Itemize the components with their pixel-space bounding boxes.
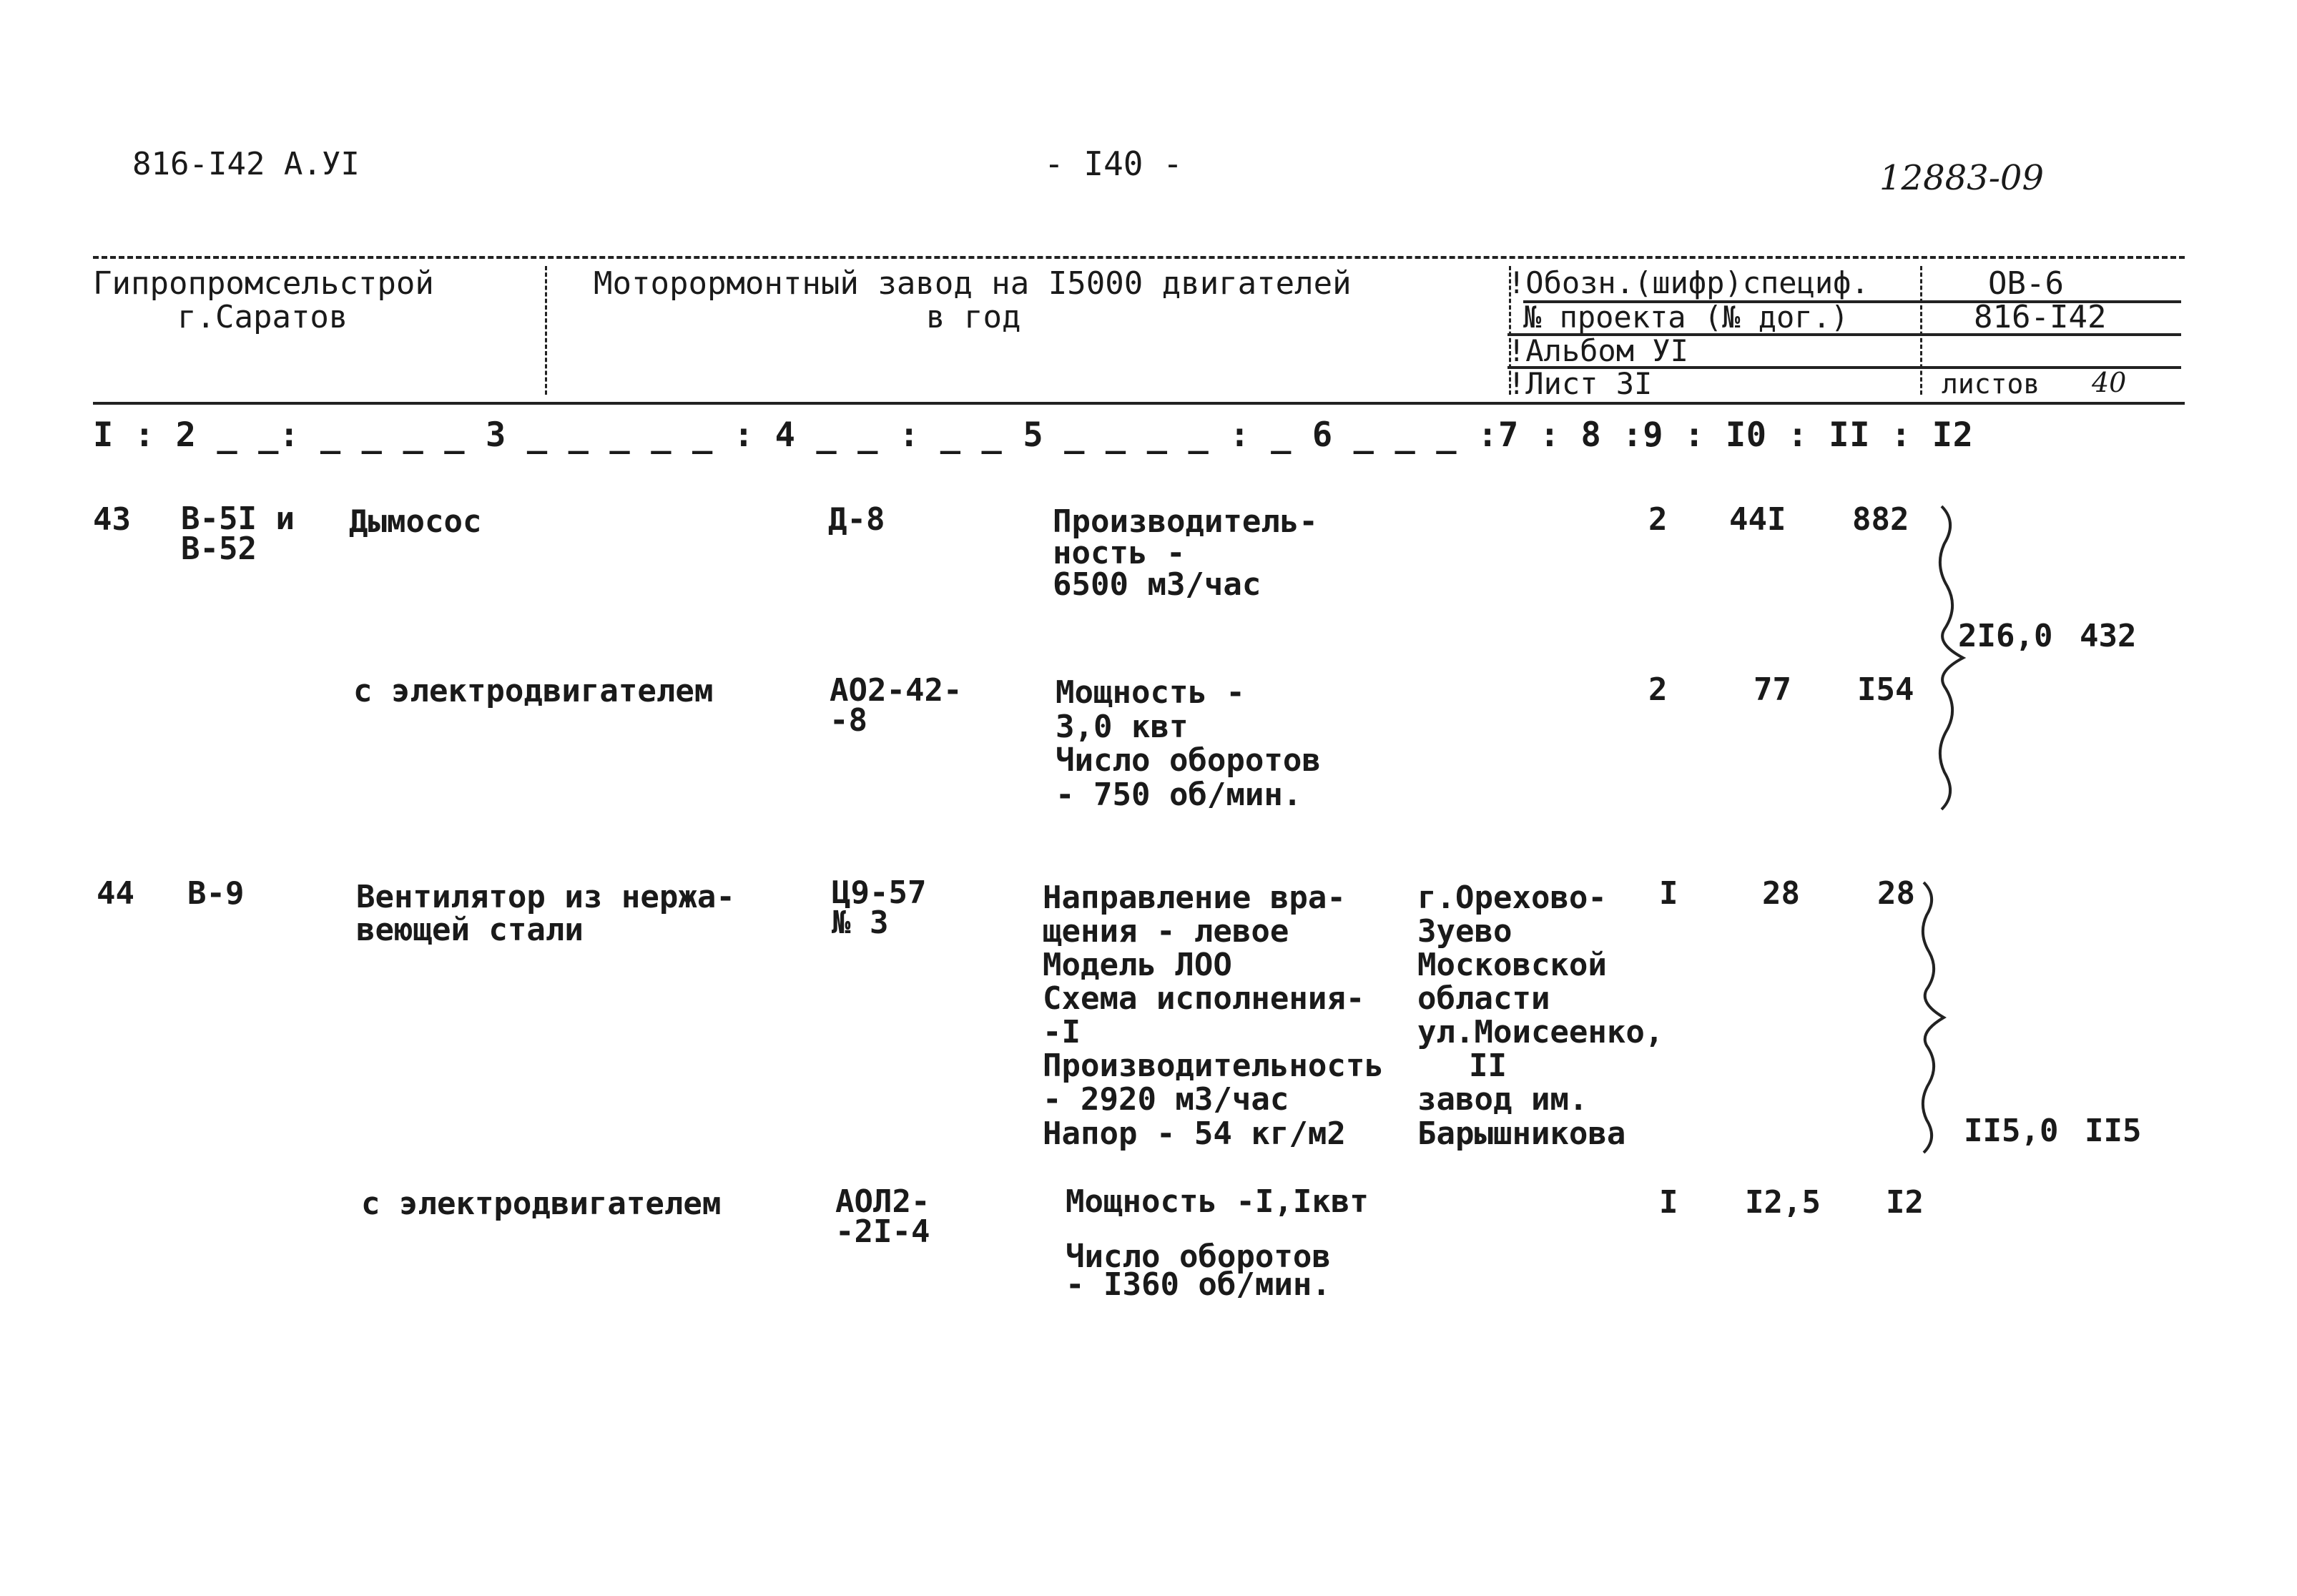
- project-subject-line-2: в год: [926, 299, 1021, 335]
- equipment-spec: Направление вра- щения - левое Модель ЛОО Схема исполнения- -I Производительность - 2920 м3/час Напор - 54 кг/м2: [1043, 880, 1384, 1152]
- equipment-spec: Производитель- ность - 6500 м3/час: [1053, 503, 1318, 603]
- sheets-label: листов: [1942, 368, 2040, 400]
- organization-city: г.Саратов: [177, 299, 348, 335]
- title-block-divider-1: [545, 266, 547, 395]
- equipment-name: с электродвигателем: [353, 673, 714, 709]
- row-number: 43: [93, 501, 131, 538]
- label-project-number: № проекта (№ дог.): [1523, 300, 1849, 335]
- quantity: I: [1659, 1184, 1678, 1221]
- group-brace: [1934, 501, 1970, 815]
- equipment-model: АО2-42- -8: [830, 672, 963, 739]
- row-number: 44: [97, 875, 134, 912]
- group-sum: II5: [2085, 1113, 2142, 1149]
- project-subject: Моторормонтный завод на I5000 двигателей: [594, 265, 1352, 302]
- equipment-model: Ц9-57 № 3: [832, 875, 927, 941]
- position-code: В-9: [187, 875, 245, 912]
- total-weight: 882: [1852, 501, 1909, 538]
- label-sheet: !Лист 3I: [1507, 366, 1653, 401]
- title-block-rule-3: [1507, 366, 2181, 369]
- equipment-spec: Мощность -I,Iквт Число оборотов - I360 об/мин.: [1066, 1183, 1369, 1304]
- unit-weight: 28: [1762, 875, 1800, 912]
- group-price: 2I6,0: [1958, 618, 2053, 654]
- unit-weight: 44I: [1729, 501, 1786, 538]
- page-number: - I40 -: [1044, 144, 1183, 183]
- supplier: г.Орехово- Зуево Московской области ул.Моисеенко, II завод им. Барышникова: [1417, 880, 1664, 1152]
- label-album: !Альбом УI: [1507, 333, 1688, 368]
- equipment-model: Д-8: [828, 501, 885, 538]
- position-code: В-5I и В-52: [181, 501, 295, 567]
- quantity: I: [1659, 875, 1678, 912]
- total-weight: I2: [1886, 1184, 1924, 1221]
- organization-name: Гипропромсельстрой: [93, 265, 434, 302]
- quantity: 2: [1648, 501, 1668, 538]
- equipment-model: АОЛ2- -2I-4: [835, 1183, 930, 1250]
- quantity: 2: [1648, 671, 1668, 708]
- total-weight: I54: [1857, 671, 1914, 708]
- column-number-header: I : 2 _ _: _ _ _ _ 3 _ _ _ _ _ : 4 _ _ : _ _ 5 _ _ _ _ : _ 6 _ _ _ :7 : 8 :9 : I0 : II : I2: [93, 415, 1974, 455]
- title-block-top-rule: [93, 256, 2185, 259]
- group-sum: 432: [2080, 618, 2137, 654]
- title-block-bottom-rule: [93, 402, 2185, 405]
- label-spec-code: !Обозн.(шифр)специф.: [1507, 265, 1869, 300]
- title-block-divider-3: [1920, 266, 1922, 395]
- document-code: 816-I42 А.УI: [132, 146, 360, 182]
- equipment-name: с электродвигателем: [361, 1186, 722, 1222]
- unit-weight: 77: [1754, 671, 1791, 708]
- spec-code: ОВ-6: [1988, 265, 2064, 302]
- sheets-count: 40: [2092, 367, 2127, 398]
- handwritten-number: 12883-09: [1879, 158, 2044, 198]
- equipment-name: Дымосос: [349, 503, 482, 540]
- total-weight: 28: [1877, 875, 1915, 912]
- equipment-spec: Мощность - 3,0 квт Число оборотов - 750 об/мин.: [1056, 674, 1321, 813]
- group-price: II5,0: [1964, 1113, 2059, 1149]
- unit-weight: I2,5: [1745, 1184, 1821, 1221]
- project-code: 816-I42: [1974, 299, 2107, 335]
- group-brace: [1918, 878, 1950, 1157]
- equipment-name: Вентилятор из нержа- веющей стали: [356, 879, 735, 949]
